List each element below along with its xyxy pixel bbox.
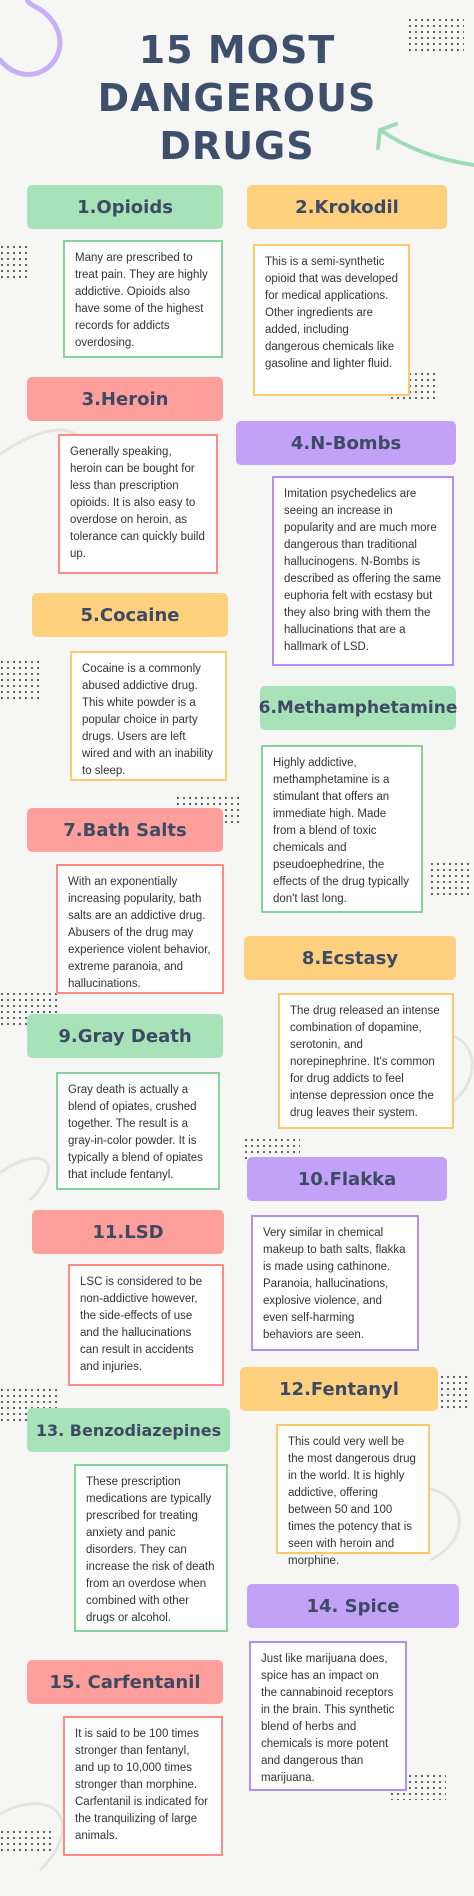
drug-description: It is said to be 100 times stronger than fentanyl, and up to 10,000 times stronger than morphine. Carfentanil is indicated for the tranquilizing of large animals. (63, 1716, 223, 1856)
drug-description: Highly addictive, methamphetamine is a stimulant that offers an immediate high. Made from a blend of toxic chemicals and pseudoephedrine, the effects of the drug typically don't last long. (261, 745, 423, 913)
drug-heading: 9.Gray Death (27, 1014, 223, 1058)
drug-description: Imitation psychedelics are seeing an increase in popularity and are much more dangerous than traditional hallucinogens. N-Bombs is described as offering the same euphoria felt with ecstasy but they also bring with them the hallucinations that are a hallmark of LSD. (272, 476, 454, 666)
drug-heading: 15. Carfentanil (27, 1660, 223, 1704)
drug-description: LSC is considered to be non-addictive however, the side-effects of use and the hallucinations can result in accidents and injuries. (68, 1264, 224, 1386)
dot-pattern (430, 862, 470, 896)
drug-description: The drug released an intense combination of dopamine, serotonin, and norepinephrine. It's common for drug addicts to feel intense depression once the drug leaves their system. (278, 993, 454, 1129)
drug-heading: 5.Cocaine (32, 593, 228, 637)
drug-description: Generally speaking, heroin can be bought for less than prescription opioids. It is also easy to overdose on heroin, as tolerance can quickly build up. (58, 434, 218, 574)
drug-description: Cocaine is a commonly abused addictive drug. This white powder is a popular choice in party drugs. Users are left wired and with an inability to sleep. (70, 651, 227, 781)
drug-heading: 3.Heroin (27, 377, 223, 421)
drug-description: Gray death is actually a blend of opiates, crushed together. The result is a gray-in-color powder. It is typically a blend of opiates that include fentanyl. (56, 1072, 220, 1190)
drug-heading: 1.Opioids (27, 185, 223, 229)
drug-description: Many are prescribed to treat pain. They are highly addictive. Opioids also have some of the highest records for addicts overdosing. (63, 240, 223, 358)
drug-heading: 12.Fentanyl (240, 1367, 438, 1411)
drug-heading: 11.LSD (32, 1210, 224, 1254)
drug-heading: 10.Flakka (247, 1157, 447, 1201)
page-title: 15 MOST DANGEROUS DRUGS (97, 28, 377, 168)
dot-pattern (0, 660, 40, 700)
drug-heading: 14. Spice (247, 1584, 459, 1628)
drug-heading: 7.Bath Salts (27, 808, 223, 852)
drug-description: These prescription medications are typically prescribed for treating anxiety and panic disorders. They can increase the risk of death from an overdose when combined with other drugs or alcohol. (74, 1464, 228, 1632)
dot-pattern (0, 245, 28, 279)
drug-description: This is a semi-synthetic opioid that was developed for medical applications. Other ingredients are added, including dangerous chemicals like gasoline and lighter fluid. (253, 244, 410, 396)
drug-description: With an exponentially increasing popularity, bath salts are an addictive drug. Abusers of the drug may experience violent behavior, extreme paranoia, and hallucinations. (56, 864, 224, 994)
drug-heading: 8.Ecstasy (244, 936, 456, 980)
drug-heading: 4.N-Bombs (236, 421, 456, 465)
drug-heading: 13. Benzodiazepines (27, 1408, 230, 1452)
drug-description: Very similar in chemical makeup to bath salts, flakka is made using cathinone. Paranoia, hallucinations, explosive violence, and even self-harming behaviors are seen. (251, 1215, 419, 1351)
drug-heading: 6.Methamphetamine (260, 686, 456, 730)
dot-pattern (0, 1830, 52, 1852)
drug-description: This could very well be the most dangerous drug in the world. It is highly addictive, offering between 50 and 100 times the potency that is seen with heroin and morphine. (276, 1424, 430, 1554)
dot-pattern (434, 1375, 468, 1411)
drug-heading: 2.Krokodil (247, 185, 447, 229)
drug-description: Just like marijuana does, spice has an impact on the cannabinoid receptors in the brain. This synthetic blend of herbs and chemicals is more potent and dangerous than marijuana. (249, 1641, 407, 1791)
